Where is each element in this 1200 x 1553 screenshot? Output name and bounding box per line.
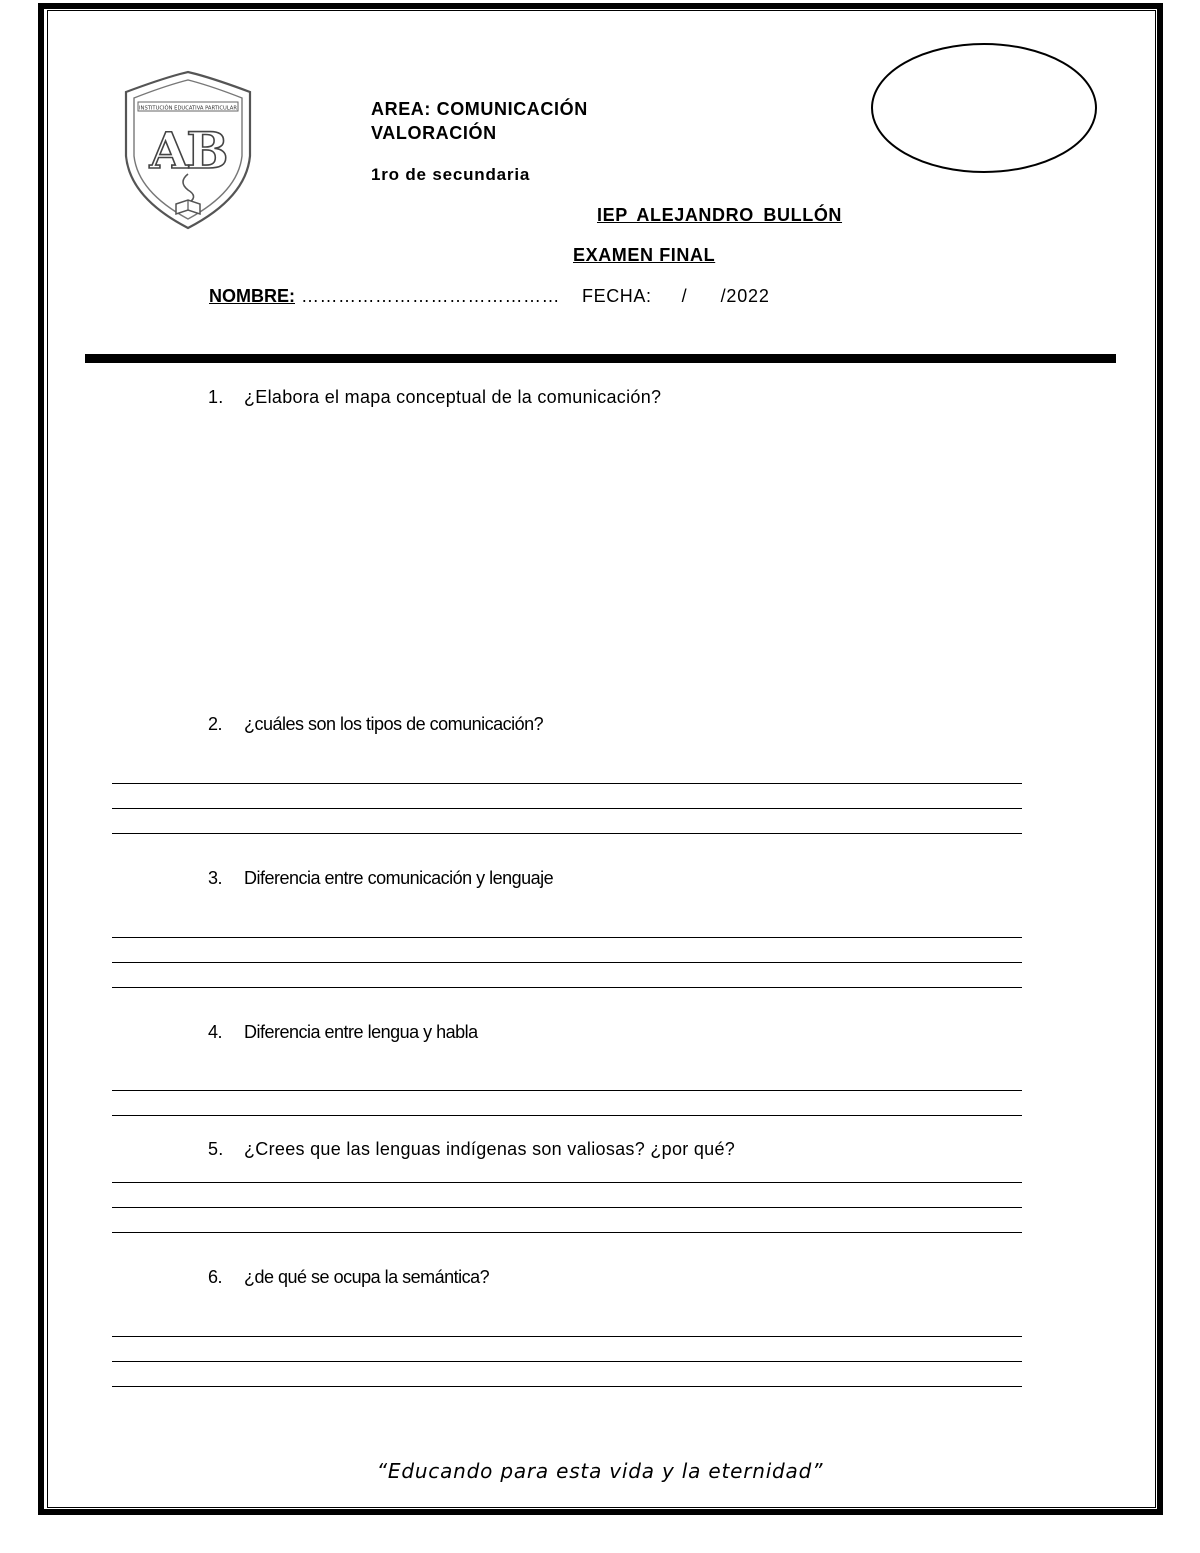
question-3 — [208, 867, 553, 889]
area-heading: AREA: COMUNICACIÓN — [371, 99, 588, 119]
answer-line[interactable] — [112, 833, 1022, 834]
valoracion-heading: VALORACIÓN — [371, 123, 497, 143]
question-text: ¿Crees que las lenguas indígenas son valiosas? ¿por qué? — [244, 1139, 736, 1159]
answer-line[interactable] — [112, 1232, 1022, 1233]
answer-line[interactable] — [112, 937, 1022, 938]
question-number: 1. — [208, 387, 224, 407]
question-text: ¿Elabora el mapa conceptual de la comunicación? — [244, 387, 662, 407]
question-number: 2. — [208, 714, 223, 734]
answer-line[interactable] — [112, 1115, 1022, 1116]
question-number: 4. — [208, 1022, 223, 1042]
question-number: 3. — [208, 868, 223, 888]
exam-title: EXAMEN FINAL — [573, 245, 716, 265]
question-2 — [208, 713, 543, 735]
question-number: 6. — [208, 1267, 223, 1287]
question-text: ¿de qué se ocupa la semántica? — [244, 1267, 490, 1287]
student-info-row — [209, 285, 770, 307]
name-label: NOMBRE: — [209, 286, 295, 306]
question-1 — [208, 386, 661, 408]
date-year: /2022 — [720, 286, 770, 306]
question-text: Diferencia entre lengua y habla — [244, 1022, 478, 1042]
question-text: Diferencia entre comunicación y lenguaje — [244, 868, 554, 888]
answer-line[interactable] — [112, 962, 1022, 963]
date-separator: / — [681, 286, 687, 306]
crest-caption: INSTITUCIÓN EDUCATIVA PARTICULAR — [139, 105, 237, 112]
answer-line[interactable] — [112, 1361, 1022, 1362]
header-divider — [85, 354, 1116, 363]
question-text: ¿cuáles son los tipos de comunicación? — [244, 714, 544, 734]
grade-oval — [870, 42, 1098, 174]
date-label: FECHA: — [582, 286, 652, 306]
grade-label: 1ro de secundaria — [371, 165, 531, 184]
answer-line[interactable] — [112, 1207, 1022, 1208]
question-6 — [208, 1266, 489, 1288]
answer-line[interactable] — [112, 987, 1022, 988]
question-number: 5. — [208, 1139, 224, 1159]
name-field[interactable]: …………………………………… — [301, 286, 560, 306]
crest-monogram: AB — [149, 121, 227, 180]
school-crest-logo — [120, 70, 256, 232]
answer-line[interactable] — [112, 1336, 1022, 1337]
footer-motto: “Educando para esta vida y la eternidad” — [376, 1459, 824, 1483]
answer-line[interactable] — [112, 783, 1022, 784]
question-4 — [208, 1021, 478, 1043]
answer-line[interactable] — [112, 1090, 1022, 1091]
answer-line[interactable] — [112, 1182, 1022, 1183]
answer-line[interactable] — [112, 808, 1022, 809]
question-5 — [208, 1138, 735, 1160]
answer-line[interactable] — [112, 1386, 1022, 1387]
school-name: IEP ALEJANDRO BULLÓN — [597, 205, 843, 225]
